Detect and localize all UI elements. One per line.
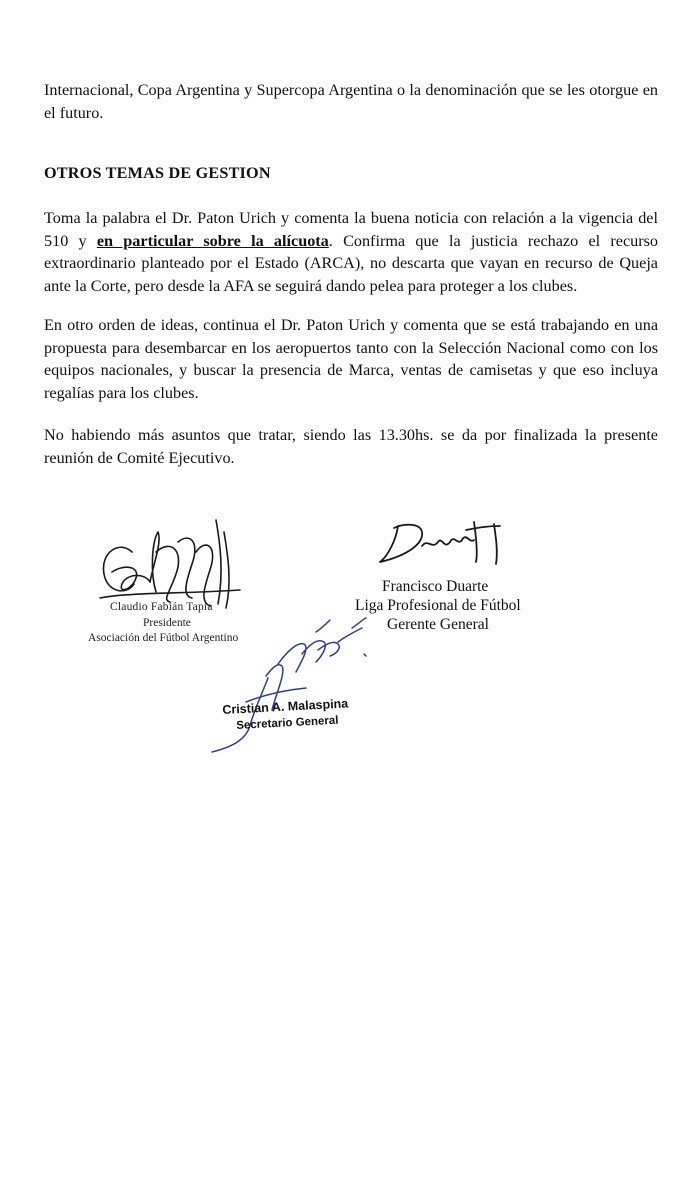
duarte-signature [376, 516, 506, 574]
duarte-org: Liga Profesional de Fútbol [355, 597, 521, 614]
paragraph-alicuota-end: . Confirma que la justicia rechazo el recurso extraordinario planteado por el Estado (ARCA), no descarta que vayan en recurso de Queja ante la Corte, pero desde la AFA se seguirá dando pelea para proteger a los clubes. [44, 231, 659, 295]
tapia-title: Presidente [143, 617, 191, 629]
paragraph-aeropuertos: En otro orden de ideas, continua el Dr. Paton Urich y comenta que se está trabajando en una propuesta para desembarcar en los aeropuertos tanto con la Selección Nacional como con los equipos nacionales, y buscar la presencia de Marca, ventas de camisetas y que eso incluya regalías para los clubes. [44, 316, 658, 402]
duarte-name: Francisco Duarte [382, 578, 489, 595]
paragraph-alicuota-start: Toma la palabra el Dr. Paton Urich y comenta la buena noticia con relación a la vigencia del 510 y [44, 209, 658, 250]
malaspina-signature [206, 614, 376, 754]
section-heading: OTROS TEMAS DE GESTION [44, 164, 271, 182]
paragraph-competitions: Internacional, Copa Argentina y Supercopa Argentina o la denominación que se les otorgue en el futuro. [44, 81, 658, 122]
paragraph-closing: No habiendo más asuntos que tratar, siendo las 13.30hs. se da por finalizada la presente reunión de Comité Ejecutivo. [44, 426, 658, 467]
paragraph-alicuota [44, 207, 658, 297]
malaspina-title: Secretario General [236, 714, 339, 732]
tapia-org: Asociación del Fútbol Argentino [88, 632, 239, 644]
tapia-name: Claudio Fabián Tapia [110, 601, 213, 613]
duarte-title: Gerente General [387, 616, 489, 633]
malaspina-name: Cristian A. Malaspina [222, 696, 349, 717]
emphasized-phrase: en particular sobre la alícuota [96, 231, 329, 250]
